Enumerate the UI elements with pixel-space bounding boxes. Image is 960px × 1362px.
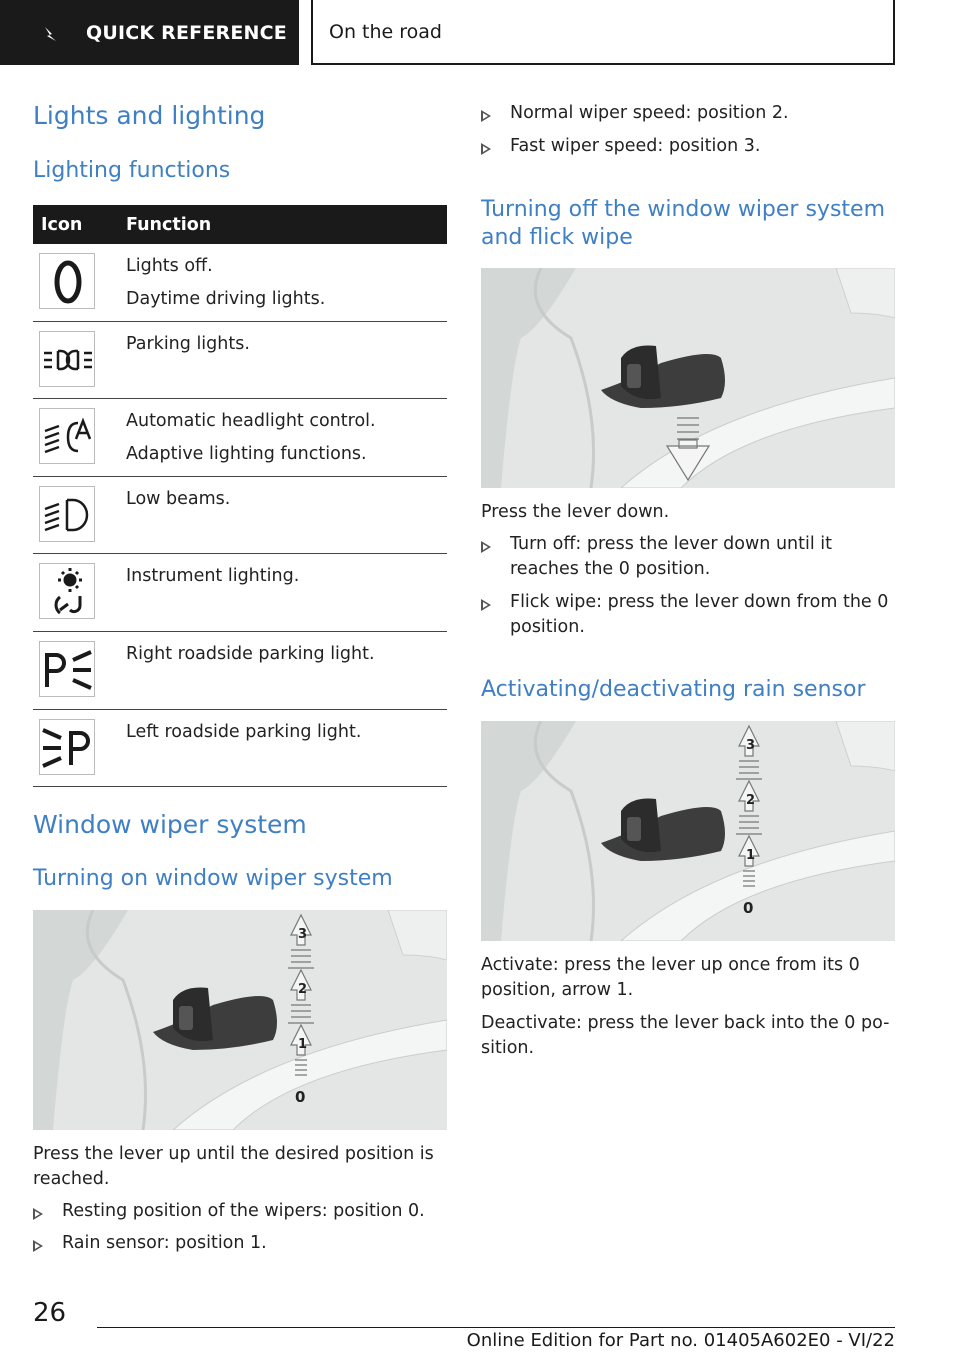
instrument-lighting-icon xyxy=(39,563,95,619)
lighting-functions-table xyxy=(33,205,447,787)
bullet-text: Fast wiper speed: position 3. xyxy=(510,136,761,156)
bullet-arrow-icon xyxy=(481,599,491,611)
chapter-title xyxy=(311,0,895,65)
left-roadside-parking-icon xyxy=(39,719,95,775)
lights-off-icon xyxy=(39,253,95,309)
heading-lighting-functions: Lighting functions xyxy=(33,158,231,183)
row-text-2: Daytime driving lights. xyxy=(126,289,326,309)
lightning-icon xyxy=(42,26,58,42)
row-text-1: Low beams. xyxy=(126,488,231,509)
row-text-1: Parking lights. xyxy=(126,333,250,354)
bullet-arrow-icon xyxy=(481,541,491,553)
bullet-text: Rain sensor: position 1. xyxy=(62,1233,267,1253)
table-row xyxy=(33,399,447,477)
automatic-headlight-icon xyxy=(39,408,95,464)
table-row xyxy=(33,477,447,555)
quick-reference-tab[interactable] xyxy=(0,0,299,65)
fig-label-0: 0 xyxy=(743,899,754,917)
deactivate-text: Deactivate: press the lever back into the 0 po-sition. xyxy=(481,1013,890,1058)
row-text-1: Left roadside parking light. xyxy=(126,721,362,742)
bullet-arrow-icon xyxy=(481,110,491,122)
header-icon: Icon xyxy=(41,214,83,235)
fig-label-3: 3 xyxy=(746,738,756,753)
table-row xyxy=(33,244,447,322)
fig-label-1: 1 xyxy=(298,1037,308,1052)
list-item xyxy=(481,101,895,126)
list-item xyxy=(481,134,895,159)
list-item xyxy=(33,1199,447,1224)
bullet-arrow-icon xyxy=(33,1208,43,1220)
fig-label-1: 1 xyxy=(746,848,756,863)
heading-turning-on-wiper: Turning on window wiper system xyxy=(33,866,393,891)
footer-divider xyxy=(97,1327,895,1328)
row-text-1: Lights off. xyxy=(126,256,213,276)
bullet-text: Turn off: press the lever down until it reaches the 0 position. xyxy=(510,534,832,579)
heading-turning-off-wiper: Turning off the window wiper system and flick wipe xyxy=(481,197,886,250)
activate-text: Activate: press the lever up once from its 0 position, arrow 1. xyxy=(481,955,860,1000)
right-roadside-parking-icon xyxy=(39,641,95,697)
table-row xyxy=(33,322,447,400)
wiper-lever-up-figure xyxy=(33,910,447,1130)
fig-label-2: 2 xyxy=(746,793,756,808)
heading-lights-and-lighting: Lights and lighting xyxy=(33,101,266,130)
bullet-text: Resting position of the wipers: position 0. xyxy=(62,1201,425,1221)
list-item xyxy=(481,532,895,582)
list-item xyxy=(481,590,895,640)
bullet-arrow-icon xyxy=(481,143,491,155)
chapter-label: On the road xyxy=(329,20,442,43)
row-text-1: Instrument lighting. xyxy=(126,566,300,587)
rain-sensor-figure xyxy=(481,721,895,941)
press-up-text: Press the lever up until the desired position is reached. xyxy=(33,1144,434,1189)
heading-rain-sensor: Activating/deactivating rain sensor xyxy=(481,677,866,702)
bullet-arrow-icon xyxy=(33,1240,43,1252)
wiper-lever-down-figure xyxy=(481,268,895,488)
press-down-text: Press the lever down. xyxy=(481,502,670,522)
list-item xyxy=(33,1231,447,1256)
bullet-text: Normal wiper speed: position 2. xyxy=(510,103,789,123)
bullet-text: Flick wipe: press the lever down from the 0 position. xyxy=(510,592,889,637)
table-header xyxy=(33,205,447,244)
fig-label-0: 0 xyxy=(295,1088,306,1106)
row-text-1: Right roadside parking light. xyxy=(126,643,375,664)
heading-window-wiper-system: Window wiper system xyxy=(33,810,307,839)
edition-text: Online Edition for Part no. 01405A602E0 - VI/22 xyxy=(466,1330,895,1351)
fig-label-3: 3 xyxy=(298,927,308,942)
parking-lights-icon xyxy=(39,331,95,387)
table-row xyxy=(33,632,447,710)
table-row xyxy=(33,554,447,632)
page-number: 26 xyxy=(33,1298,67,1328)
row-text-2: Adaptive lighting functions. xyxy=(126,444,367,465)
low-beams-icon xyxy=(39,486,95,542)
fig-label-2: 2 xyxy=(298,982,308,997)
table-row xyxy=(33,710,447,788)
tab-label: QUICK REFERENCE xyxy=(86,21,287,44)
row-text-1: Automatic headlight control. xyxy=(126,411,376,432)
header-function: Function xyxy=(126,214,212,235)
